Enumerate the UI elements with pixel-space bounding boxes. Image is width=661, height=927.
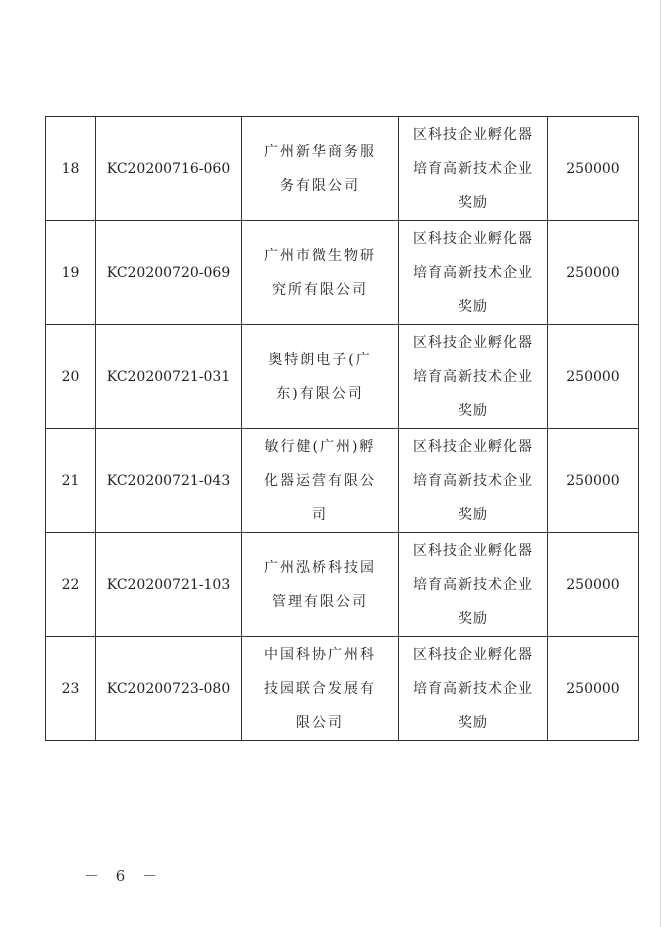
award-type: 区科技企业孵化器培育高新技术企业奖励 <box>413 126 533 211</box>
table-row <box>46 533 639 637</box>
row-number: 22 <box>46 533 96 637</box>
award-type: 区科技企业孵化器培育高新技术企业奖励 <box>413 542 533 627</box>
type-cell <box>399 117 548 221</box>
award-type: 区科技企业孵化器培育高新技术企业奖励 <box>413 646 533 731</box>
row-number: 20 <box>46 325 96 429</box>
award-amount: 250000 <box>548 429 639 533</box>
award-table <box>45 116 639 741</box>
table-row <box>46 117 639 221</box>
project-code: KC20200720-069 <box>96 221 242 325</box>
project-code: KC20200721-103 <box>96 533 242 637</box>
table-row <box>46 325 639 429</box>
table-row <box>46 221 639 325</box>
type-cell <box>399 325 548 429</box>
table-row <box>46 637 639 741</box>
award-amount: 250000 <box>548 117 639 221</box>
type-cell <box>399 221 548 325</box>
project-code: KC20200721-031 <box>96 325 242 429</box>
company-cell <box>242 533 399 637</box>
company-cell <box>242 117 399 221</box>
type-cell <box>399 533 548 637</box>
row-number: 21 <box>46 429 96 533</box>
company-cell <box>242 325 399 429</box>
company-cell <box>242 221 399 325</box>
row-number: 19 <box>46 221 96 325</box>
type-cell <box>399 429 548 533</box>
project-code: KC20200716-060 <box>96 117 242 221</box>
company-cell <box>242 429 399 533</box>
company-name: 广州市微生物研究所有限公司 <box>264 247 376 298</box>
row-number: 23 <box>46 637 96 741</box>
award-type: 区科技企业孵化器培育高新技术企业奖励 <box>413 230 533 315</box>
table-row <box>46 429 639 533</box>
page-number: － 6 － <box>84 867 164 885</box>
award-amount: 250000 <box>548 533 639 637</box>
company-name: 广州泓桥科技园管理有限公司 <box>264 559 376 610</box>
type-cell <box>399 637 548 741</box>
company-name: 广州新华商务服务有限公司 <box>264 143 376 194</box>
company-cell <box>242 637 399 741</box>
project-code: KC20200721-043 <box>96 429 242 533</box>
award-amount: 250000 <box>548 221 639 325</box>
company-name: 中国科协广州科技园联合发展有限公司 <box>264 646 376 731</box>
company-name: 奥特朗电子(广东)有限公司 <box>268 351 372 402</box>
company-name: 敏行健(广州)孵化器运营有限公司 <box>264 438 376 523</box>
award-type: 区科技企业孵化器培育高新技术企业奖励 <box>413 334 533 419</box>
award-amount: 250000 <box>548 325 639 429</box>
award-type: 区科技企业孵化器培育高新技术企业奖励 <box>413 438 533 523</box>
row-number: 18 <box>46 117 96 221</box>
award-amount: 250000 <box>548 637 639 741</box>
project-code: KC20200723-080 <box>96 637 242 741</box>
